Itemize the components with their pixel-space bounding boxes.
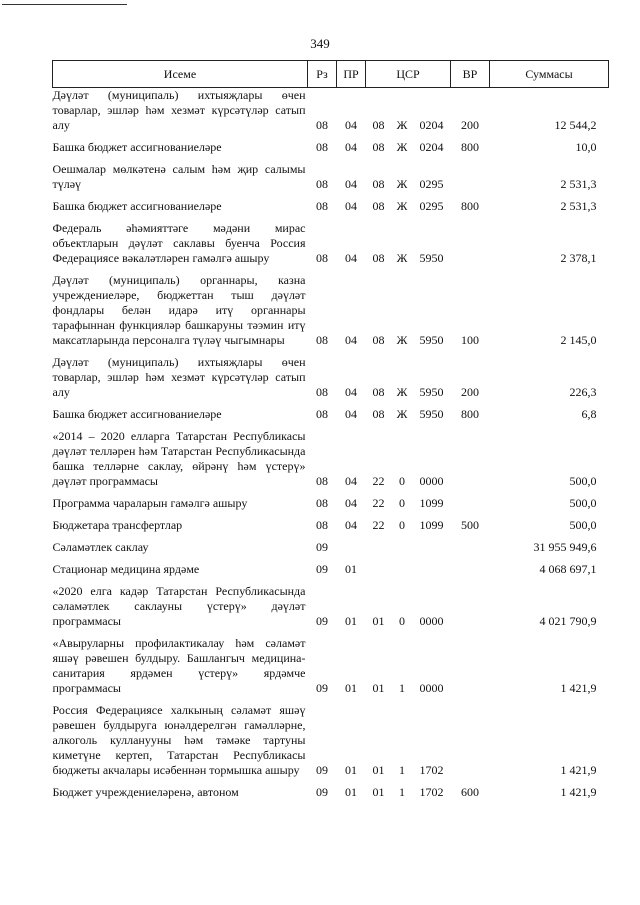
cell-rz: 09 bbox=[316, 681, 328, 695]
cell-pr: 04 bbox=[345, 140, 357, 154]
cell-name: «Авыруларны профилактикалау һәм сәламәт яшәү рәвешен булдыру. Башлангыч медицина-санитария ярдәмен үстерү» ярдәмче программасы bbox=[52, 636, 306, 695]
cell-c2: Ж bbox=[396, 385, 408, 399]
cell-pr: 01 bbox=[345, 614, 357, 628]
cell-rz: 09 bbox=[316, 614, 328, 628]
cell-rz: 08 bbox=[316, 118, 328, 132]
cell-c2: 0 bbox=[399, 614, 405, 628]
table-row bbox=[53, 696, 609, 778]
cell-c1: 08 bbox=[372, 177, 385, 191]
cell-sum: 1 421,9 bbox=[560, 785, 597, 799]
cell-c2: 1 bbox=[399, 785, 405, 799]
cell-c3: 0204 bbox=[419, 118, 444, 132]
cell-c1: 22 bbox=[372, 474, 385, 488]
cell-c1: 01 bbox=[372, 681, 385, 695]
cell-pr: 01 bbox=[345, 681, 357, 695]
cell-pr: 01 bbox=[345, 785, 357, 799]
cell-sum: 2 145,0 bbox=[560, 333, 597, 347]
cell-vr: 200 bbox=[461, 118, 480, 132]
header-vr: ВР bbox=[451, 61, 490, 88]
cell-name: Стационар медицина ярдәме bbox=[52, 562, 200, 576]
cell-c1: 22 bbox=[372, 496, 385, 510]
table-row bbox=[53, 192, 609, 214]
table-row bbox=[53, 155, 609, 192]
cell-pr: 04 bbox=[345, 407, 357, 421]
cell-c3: 1702 bbox=[419, 763, 444, 777]
budget-table bbox=[52, 60, 609, 800]
cell-sum: 2 531,3 bbox=[560, 177, 597, 191]
table-row bbox=[53, 555, 609, 577]
cell-name: Дәүләт (муниципаль) ихтыяҗлары өчен товарлар, эшләр һәм хезмәт күрсәтүләр сатып алу bbox=[52, 355, 306, 399]
cell-vr: 600 bbox=[461, 785, 480, 799]
cell-sum: 2 378,1 bbox=[560, 251, 597, 265]
cell-c3: 1099 bbox=[419, 518, 444, 532]
cell-c1: 08 bbox=[372, 140, 385, 154]
cell-vr bbox=[451, 214, 490, 266]
cell-vr bbox=[451, 489, 490, 511]
cell-sum: 226,3 bbox=[569, 385, 597, 399]
cell-name: Башка бюджет ассигнованиеләре bbox=[52, 199, 222, 213]
cell-name: Оешмалар мөлкәтенә салым һәм җир салымы түләү bbox=[52, 162, 306, 191]
cell-c3: 5950 bbox=[419, 385, 444, 399]
header-name: Исеме bbox=[53, 61, 308, 88]
table-row bbox=[53, 133, 609, 155]
cell-sum: 500,0 bbox=[569, 474, 597, 488]
table-row bbox=[53, 214, 609, 266]
cell-c3: 5950 bbox=[419, 407, 444, 421]
cell-name: Бюджет учреждениеләренә, автоном bbox=[52, 785, 239, 799]
cell-c1: 08 bbox=[372, 251, 385, 265]
cell-rz: 08 bbox=[316, 407, 328, 421]
cell-name: Башка бюджет ассигнованиеләре bbox=[52, 140, 222, 154]
cell-c2: Ж bbox=[396, 118, 408, 132]
cell-name: Сәламәтлек саклау bbox=[52, 540, 149, 554]
cell-name: Федераль әһәмияттәге мәдәни мирас объектларын дәүләт саклавы буенча Россия Федерациясе вәкаләтләрен гамәлгә ашыру bbox=[52, 221, 306, 265]
cell-rz: 08 bbox=[316, 177, 328, 191]
cell-vr: 100 bbox=[461, 333, 480, 347]
cell-c1: 08 bbox=[372, 118, 385, 132]
cell-name: «2014 – 2020 елларга Татарстан Республикасы дәүләт телләрен һәм Татарстан Республикасында башка телләрне саклау, өйрәнү һәм үстерү» дәүләт программасы bbox=[52, 429, 306, 488]
table-row bbox=[53, 577, 609, 629]
cell-pr: 04 bbox=[345, 333, 357, 347]
cell-rz: 09 bbox=[316, 763, 328, 777]
header-pr: ПР bbox=[337, 61, 366, 88]
cell-name: Программа чараларын гамәлгә ашыру bbox=[52, 496, 248, 510]
table-row bbox=[53, 88, 609, 134]
cell-sum: 4 021 790,9 bbox=[539, 614, 597, 628]
cell-c2: 0 bbox=[399, 496, 405, 510]
cell-sum: 1 421,9 bbox=[560, 681, 597, 695]
cell-vr bbox=[451, 533, 490, 555]
cell-vr: 500 bbox=[461, 518, 480, 532]
cell-name: Дәүләт (муниципаль) ихтыяҗлары өчен товарлар, эшләр һәм хезмәт күрсәтүләр сатып алу bbox=[52, 88, 306, 132]
cell-sum: 500,0 bbox=[569, 496, 597, 510]
table-header-row bbox=[53, 61, 609, 88]
cell-pr: 04 bbox=[345, 118, 357, 132]
cell-vr bbox=[451, 577, 490, 629]
cell-rz: 08 bbox=[316, 474, 328, 488]
header-rz: Рз bbox=[308, 61, 337, 88]
cell-c3: 0000 bbox=[419, 681, 444, 695]
cell-c1: 08 bbox=[372, 199, 385, 213]
cell-sum: 10,0 bbox=[575, 140, 597, 154]
cell-sum: 1 421,9 bbox=[560, 763, 597, 777]
table-row bbox=[53, 511, 609, 533]
cell-c3: 0000 bbox=[419, 474, 444, 488]
cell-pr: 04 bbox=[345, 385, 357, 399]
cell-pr: 04 bbox=[345, 496, 357, 510]
cell-c2: 1 bbox=[399, 681, 405, 695]
cell-c2: Ж bbox=[396, 140, 408, 154]
cell-c3: 0295 bbox=[419, 199, 444, 213]
table-row bbox=[53, 348, 609, 400]
cell-c3: 0204 bbox=[419, 140, 444, 154]
cell-c3 bbox=[413, 555, 451, 577]
cell-pr: 04 bbox=[345, 199, 357, 213]
cell-c1: 22 bbox=[372, 518, 385, 532]
cell-c2: Ж bbox=[396, 199, 408, 213]
cell-c1: 08 bbox=[372, 333, 385, 347]
cell-rz: 09 bbox=[316, 540, 328, 554]
cell-c2: 0 bbox=[399, 518, 405, 532]
cell-c2: Ж bbox=[396, 407, 408, 421]
header-csr: ЦСР bbox=[366, 61, 451, 88]
cell-vr bbox=[451, 696, 490, 778]
cell-rz: 08 bbox=[316, 496, 328, 510]
cell-pr: 04 bbox=[345, 474, 357, 488]
cell-c2: Ж bbox=[396, 251, 408, 265]
cell-c3: 5950 bbox=[419, 251, 444, 265]
cell-c2 bbox=[392, 555, 413, 577]
cell-sum: 12 544,2 bbox=[554, 118, 597, 132]
table-row bbox=[53, 266, 609, 348]
cell-vr: 800 bbox=[461, 407, 480, 421]
cell-pr: 04 bbox=[345, 177, 357, 191]
table-row bbox=[53, 400, 609, 422]
cell-name: Дәүләт (муниципаль) органнары, казна учреждениеләре, бюджеттан тыш дәүләт фондлары белән идарә итү органнары тарафыннан функцияләр башкаруны тәэмин итү максатларында персоналга түләү чыгымнары bbox=[52, 273, 306, 347]
cell-rz: 09 bbox=[316, 562, 328, 576]
cell-c1: 01 bbox=[372, 763, 385, 777]
cell-pr: 01 bbox=[345, 562, 357, 576]
cell-c1 bbox=[366, 533, 392, 555]
cell-rz: 08 bbox=[316, 385, 328, 399]
cell-c3: 5950 bbox=[419, 333, 444, 347]
cell-vr: 200 bbox=[461, 385, 480, 399]
cell-sum: 500,0 bbox=[569, 518, 597, 532]
cell-c2 bbox=[392, 533, 413, 555]
cell-vr: 800 bbox=[461, 140, 480, 154]
header-sum: Суммасы bbox=[490, 61, 609, 88]
cell-rz: 08 bbox=[316, 251, 328, 265]
cell-rz: 08 bbox=[316, 140, 328, 154]
cell-sum: 2 531,3 bbox=[560, 199, 597, 213]
cell-sum: 6,8 bbox=[581, 407, 597, 421]
table-row bbox=[53, 489, 609, 511]
cell-pr: 04 bbox=[345, 251, 357, 265]
cell-c1 bbox=[366, 555, 392, 577]
cell-c3: 1702 bbox=[419, 785, 444, 799]
cell-sum: 31 955 949,6 bbox=[533, 540, 597, 554]
cell-vr bbox=[451, 155, 490, 192]
cell-rz: 09 bbox=[316, 785, 328, 799]
cell-name: «2020 елга кадәр Татарстан Республикасында сәламәтлек саклауны үстерү» дәүләт программасы bbox=[52, 584, 306, 628]
cell-vr bbox=[451, 629, 490, 696]
cell-rz: 08 bbox=[316, 199, 328, 213]
table-row bbox=[53, 778, 609, 800]
cell-c2: 1 bbox=[399, 763, 405, 777]
cell-rz: 08 bbox=[316, 333, 328, 347]
cell-pr: 01 bbox=[345, 763, 357, 777]
cell-c1: 08 bbox=[372, 385, 385, 399]
cell-c3: 1099 bbox=[419, 496, 444, 510]
cell-c3 bbox=[413, 533, 451, 555]
cell-c2: 0 bbox=[399, 474, 405, 488]
cell-c2: Ж bbox=[396, 177, 408, 191]
cell-vr: 800 bbox=[461, 199, 480, 213]
cell-c2: Ж bbox=[396, 333, 408, 347]
table-row bbox=[53, 629, 609, 696]
cell-name: Россия Федерациясе халкының сәламәт яшәү рәвешен булдыруга юнәлдерелгән гамәлләрне, алкоголь кулланууны һәм тәмәке тартуны киметүне кертеп, Татарстан Республикасы бюджеты акчалары исәбеннән тормышка ашыру bbox=[52, 703, 306, 777]
table-row bbox=[53, 422, 609, 489]
top-rule bbox=[2, 4, 127, 5]
cell-vr bbox=[451, 555, 490, 577]
cell-rz: 08 bbox=[316, 518, 328, 532]
cell-name: Бюджетара трансфертлар bbox=[52, 518, 183, 532]
cell-sum: 4 068 697,1 bbox=[539, 562, 597, 576]
cell-c1: 01 bbox=[372, 614, 385, 628]
table-row bbox=[53, 533, 609, 555]
cell-c3: 0000 bbox=[419, 614, 444, 628]
cell-pr: 04 bbox=[345, 518, 357, 532]
cell-name: Башка бюджет ассигнованиеләре bbox=[52, 407, 222, 421]
page-number: 349 bbox=[310, 36, 330, 51]
cell-c3: 0295 bbox=[419, 177, 444, 191]
cell-vr bbox=[451, 422, 490, 489]
cell-pr bbox=[337, 533, 366, 555]
cell-c1: 01 bbox=[372, 785, 385, 799]
cell-c1: 08 bbox=[372, 407, 385, 421]
